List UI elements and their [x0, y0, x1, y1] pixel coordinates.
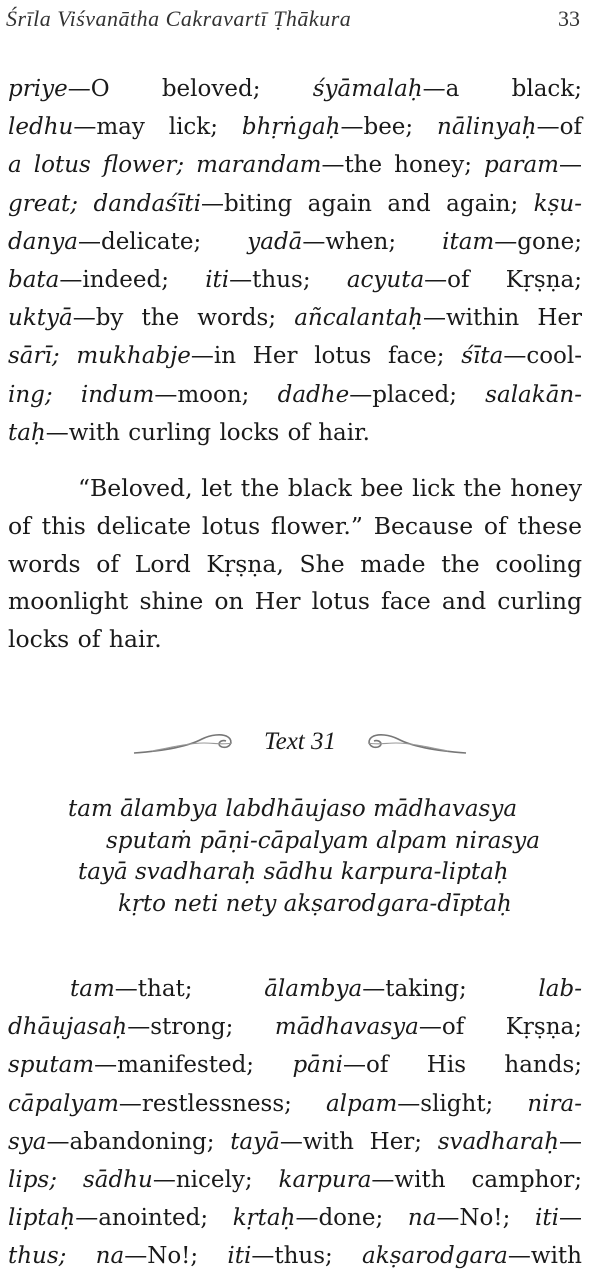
synonym-line: liptaḥ—anointed; kṛtaḥ—done; na—No!; iti— [8, 1205, 583, 1232]
synonym-line: priye—O beloved; śyāmalaḥ—a black; [8, 76, 582, 102]
translation-line: “Beloved, let the black bee lick the honey [78, 474, 582, 502]
right-flourish-ornament-icon [358, 727, 468, 757]
synonym-line: dhāujasaḥ—strong; mādhavasya—of Kṛṣṇa; [8, 1014, 582, 1041]
translation-block [8, 470, 582, 659]
synonym-line: thus; na—No!; iti—thus; akṣarodgara—with [8, 1243, 582, 1270]
running-head-title: Śrīla Viśvanātha Cakravartī Ṭhākura [6, 6, 352, 31]
left-flourish-ornament-icon [132, 727, 242, 757]
section-heading [0, 720, 600, 764]
text-heading: Text 31 [264, 728, 336, 755]
synonym-line: taḥ—with curling locks of hair. [8, 419, 370, 446]
synonym-line: uktyā—by the words; añcalantaḥ—within Her [8, 305, 582, 332]
sanskrit-verse [0, 794, 600, 920]
verse-line: kṛto neti nety akṣarodgara-dīptaḥ [118, 890, 512, 917]
page-number: 33 [558, 6, 580, 31]
synonym-line: cāpalyam—restlessness; alpam—slight; nira- [8, 1090, 582, 1117]
translation-line: words of Lord Kṛṣṇa, She made the cooling [8, 549, 582, 578]
verse-line: sputaṁ pāṇi-cāpalyam alpam nirasya [106, 827, 541, 854]
synonym-line: sya—abandoning; tayā—with Her; svadharaḥ— [8, 1128, 583, 1155]
synonyms-block-1 [8, 70, 582, 452]
translation-line: moonlight shine on Her lotus face and curling [8, 587, 582, 616]
synonym-line: tam—that; ālambya—taking; lab- [70, 976, 582, 1002]
synonym-line: sārī; mukhabje—in Her lotus face; śīta—cool- [8, 343, 583, 370]
synonym-line: lips; sādhu—nicely; karpura—with camphor; [8, 1166, 582, 1193]
synonym-line: a lotus flower; marandam—the honey; param— [8, 152, 582, 179]
translation-line: locks of hair. [8, 625, 162, 654]
synonym-line: sputam—manifested; pāni—of His hands; [8, 1052, 582, 1079]
synonym-line: bata—indeed; iti—thus; acyuta—of Kṛṣṇa; [8, 266, 582, 293]
synonym-line: ing; indum—moon; dadhe—placed; salakān- [8, 381, 582, 408]
synonym-line: ledhu—may lick; bhṛṅgaḥ—bee; nālinyaḥ—of [8, 114, 582, 141]
synonym-line: danya—delicate; yadā—when; itam—gone; [8, 228, 582, 255]
verse-line: tam ālambya labdhāujaso mādhavasya [68, 796, 518, 822]
translation-line: of this delicate lotus flower.” Because of these [8, 511, 582, 540]
synonym-line: great; dandaśīti—biting again and again; kṣu- [8, 190, 582, 217]
running-head [6, 2, 580, 36]
verse-line: tayā svadharaḥ sādhu karpura-liptaḥ [78, 859, 509, 885]
synonyms-block-2 [8, 970, 582, 1276]
